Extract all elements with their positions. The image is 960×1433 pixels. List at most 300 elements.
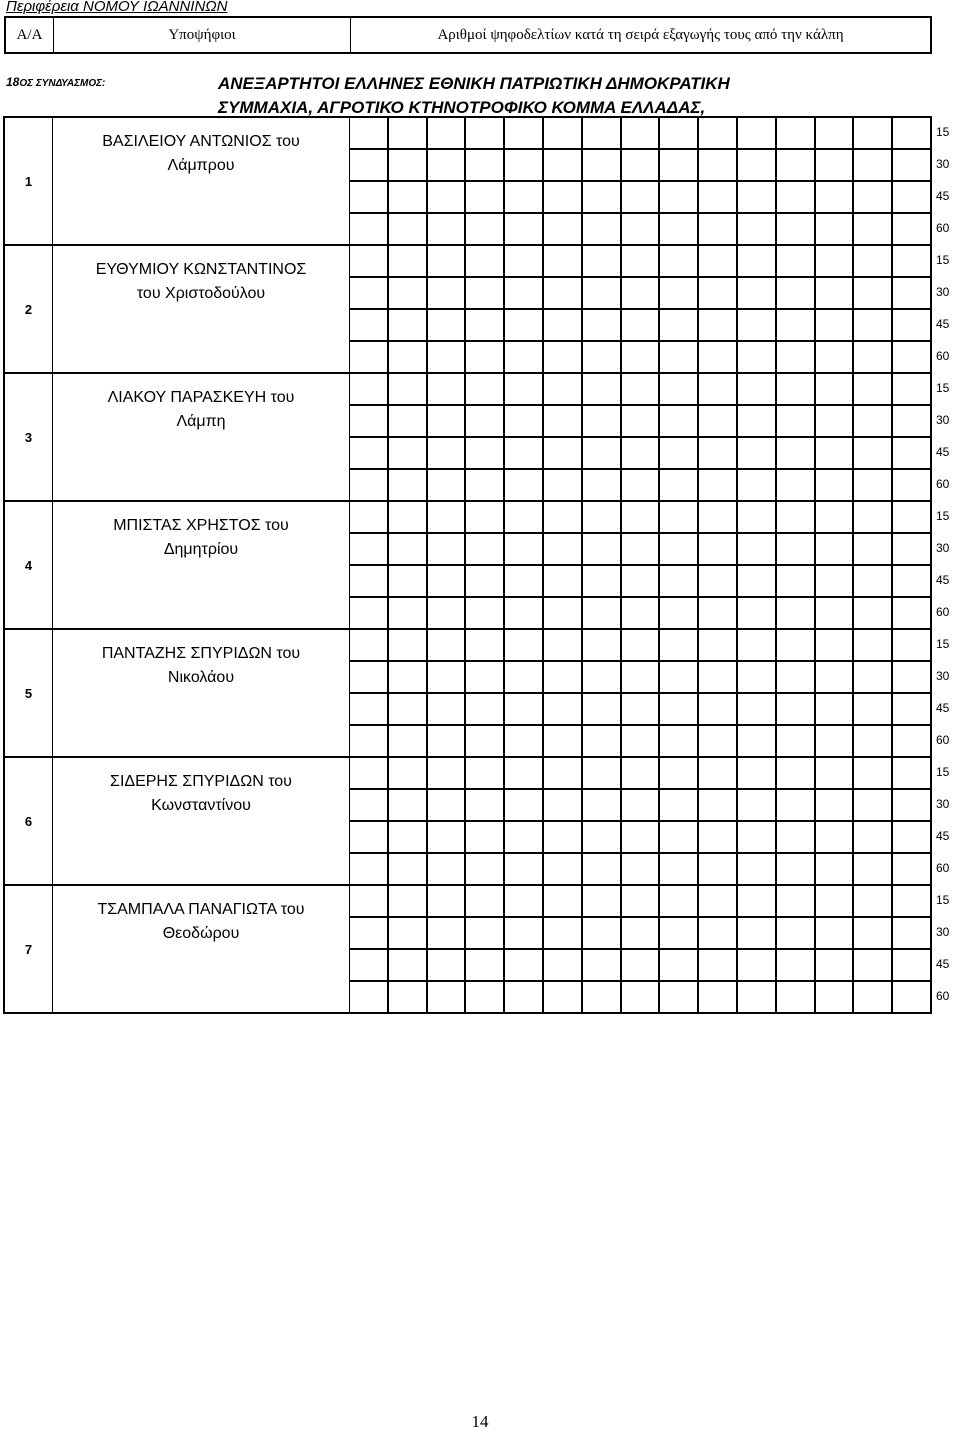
tally-cell[interactable] — [622, 310, 661, 340]
tally-cell[interactable] — [854, 118, 893, 148]
tally-cell[interactable] — [816, 854, 855, 884]
tally-cell[interactable] — [854, 374, 893, 404]
tally-cell[interactable] — [389, 246, 428, 276]
tally-cell[interactable] — [350, 374, 389, 404]
tally-cell[interactable] — [350, 822, 389, 852]
tally-cell[interactable] — [854, 310, 893, 340]
tally-cell[interactable] — [777, 374, 816, 404]
tally-cell[interactable] — [622, 886, 661, 916]
tally-cell[interactable] — [350, 534, 389, 564]
tally-cell[interactable] — [622, 566, 661, 596]
tally-cell[interactable] — [660, 662, 699, 692]
tally-cell[interactable] — [854, 854, 893, 884]
tally-cell[interactable] — [466, 566, 505, 596]
tally-cell[interactable] — [389, 438, 428, 468]
tally-cell[interactable] — [699, 150, 738, 180]
tally-cell[interactable] — [583, 502, 622, 532]
tally-cell[interactable] — [660, 310, 699, 340]
tally-cell[interactable] — [389, 374, 428, 404]
tally-cell[interactable] — [699, 726, 738, 756]
tally-cell[interactable] — [505, 438, 544, 468]
tally-cell[interactable] — [622, 950, 661, 980]
tally-cell[interactable] — [854, 502, 893, 532]
tally-cell[interactable] — [660, 854, 699, 884]
tally-cell[interactable] — [389, 822, 428, 852]
tally-cell[interactable] — [699, 854, 738, 884]
tally-cell[interactable] — [583, 246, 622, 276]
tally-cell[interactable] — [505, 598, 544, 628]
tally-cell[interactable] — [816, 246, 855, 276]
tally-cell[interactable] — [350, 982, 389, 1012]
tally-cell[interactable] — [777, 598, 816, 628]
tally-cell[interactable] — [777, 406, 816, 436]
tally-cell[interactable] — [660, 374, 699, 404]
tally-cell[interactable] — [350, 886, 389, 916]
tally-cell[interactable] — [660, 118, 699, 148]
tally-cell[interactable] — [854, 918, 893, 948]
tally-cell[interactable] — [583, 374, 622, 404]
tally-cell[interactable] — [660, 694, 699, 724]
tally-cell[interactable] — [699, 886, 738, 916]
tally-cell[interactable] — [738, 374, 777, 404]
tally-cell[interactable] — [350, 150, 389, 180]
tally-cell[interactable] — [854, 342, 893, 372]
tally-cell[interactable] — [622, 214, 661, 244]
tally-cell[interactable] — [622, 854, 661, 884]
tally-cell[interactable] — [622, 822, 661, 852]
tally-cell[interactable] — [505, 214, 544, 244]
tally-cell[interactable] — [350, 950, 389, 980]
tally-cell[interactable] — [583, 342, 622, 372]
tally-cell[interactable] — [389, 630, 428, 660]
tally-cell[interactable] — [738, 118, 777, 148]
tally-cell[interactable] — [660, 982, 699, 1012]
tally-cell[interactable] — [389, 790, 428, 820]
tally-cell[interactable] — [777, 726, 816, 756]
tally-cell[interactable] — [699, 118, 738, 148]
tally-cell[interactable] — [622, 918, 661, 948]
tally-cell[interactable] — [816, 950, 855, 980]
tally-cell[interactable] — [622, 534, 661, 564]
tally-cell[interactable] — [816, 534, 855, 564]
tally-cell[interactable] — [854, 406, 893, 436]
tally-cell[interactable] — [660, 150, 699, 180]
tally-cell[interactable] — [583, 150, 622, 180]
tally-cell[interactable] — [699, 758, 738, 788]
tally-cell[interactable] — [738, 278, 777, 308]
tally-cell[interactable] — [816, 726, 855, 756]
tally-cell[interactable] — [660, 598, 699, 628]
tally-cell[interactable] — [428, 630, 467, 660]
tally-cell[interactable] — [777, 758, 816, 788]
tally-cell[interactable] — [816, 182, 855, 212]
tally-cell[interactable] — [622, 406, 661, 436]
tally-cell[interactable] — [622, 694, 661, 724]
tally-cell[interactable] — [350, 694, 389, 724]
tally-cell[interactable] — [660, 566, 699, 596]
tally-cell[interactable] — [777, 118, 816, 148]
tally-cell[interactable] — [428, 854, 467, 884]
tally-cell[interactable] — [622, 662, 661, 692]
tally-cell[interactable] — [389, 470, 428, 500]
tally-cell[interactable] — [466, 406, 505, 436]
tally-cell[interactable] — [660, 246, 699, 276]
tally-cell[interactable] — [544, 246, 583, 276]
tally-cell[interactable] — [777, 438, 816, 468]
tally-cell[interactable] — [428, 982, 467, 1012]
tally-cell[interactable] — [816, 150, 855, 180]
tally-cell[interactable] — [816, 662, 855, 692]
tally-cell[interactable] — [738, 406, 777, 436]
tally-cell[interactable] — [583, 694, 622, 724]
tally-cell[interactable] — [389, 406, 428, 436]
tally-cell[interactable] — [816, 566, 855, 596]
tally-cell[interactable] — [893, 374, 930, 404]
tally-cell[interactable] — [389, 662, 428, 692]
tally-cell[interactable] — [583, 662, 622, 692]
tally-cell[interactable] — [583, 982, 622, 1012]
tally-cell[interactable] — [777, 150, 816, 180]
tally-cell[interactable] — [583, 310, 622, 340]
tally-cell[interactable] — [544, 342, 583, 372]
tally-cell[interactable] — [389, 982, 428, 1012]
tally-cell[interactable] — [505, 374, 544, 404]
tally-cell[interactable] — [389, 534, 428, 564]
tally-cell[interactable] — [660, 214, 699, 244]
tally-cell[interactable] — [544, 790, 583, 820]
tally-cell[interactable] — [854, 566, 893, 596]
tally-cell[interactable] — [622, 278, 661, 308]
tally-cell[interactable] — [854, 438, 893, 468]
tally-cell[interactable] — [699, 246, 738, 276]
tally-cell[interactable] — [428, 918, 467, 948]
tally-cell[interactable] — [738, 918, 777, 948]
tally-cell[interactable] — [893, 886, 930, 916]
tally-cell[interactable] — [505, 470, 544, 500]
tally-cell[interactable] — [544, 406, 583, 436]
tally-cell[interactable] — [583, 854, 622, 884]
tally-cell[interactable] — [893, 726, 930, 756]
tally-cell[interactable] — [622, 470, 661, 500]
tally-cell[interactable] — [583, 758, 622, 788]
tally-cell[interactable] — [428, 470, 467, 500]
tally-cell[interactable] — [389, 214, 428, 244]
tally-cell[interactable] — [777, 182, 816, 212]
tally-cell[interactable] — [738, 214, 777, 244]
tally-cell[interactable] — [389, 950, 428, 980]
tally-cell[interactable] — [466, 214, 505, 244]
tally-cell[interactable] — [466, 502, 505, 532]
tally-cell[interactable] — [544, 886, 583, 916]
tally-cell[interactable] — [428, 566, 467, 596]
tally-cell[interactable] — [816, 438, 855, 468]
tally-cell[interactable] — [738, 534, 777, 564]
tally-cell[interactable] — [583, 726, 622, 756]
tally-cell[interactable] — [816, 406, 855, 436]
tally-cell[interactable] — [544, 470, 583, 500]
tally-cell[interactable] — [699, 182, 738, 212]
tally-cell[interactable] — [350, 726, 389, 756]
tally-cell[interactable] — [816, 278, 855, 308]
tally-cell[interactable] — [505, 406, 544, 436]
tally-cell[interactable] — [699, 502, 738, 532]
tally-cell[interactable] — [660, 726, 699, 756]
tally-cell[interactable] — [622, 246, 661, 276]
tally-cell[interactable] — [544, 758, 583, 788]
tally-cell[interactable] — [699, 342, 738, 372]
tally-cell[interactable] — [583, 630, 622, 660]
tally-cell[interactable] — [738, 310, 777, 340]
tally-cell[interactable] — [854, 470, 893, 500]
tally-cell[interactable] — [544, 310, 583, 340]
tally-cell[interactable] — [350, 406, 389, 436]
tally-cell[interactable] — [893, 342, 930, 372]
tally-cell[interactable] — [544, 918, 583, 948]
tally-cell[interactable] — [777, 822, 816, 852]
tally-cell[interactable] — [389, 598, 428, 628]
tally-cell[interactable] — [777, 854, 816, 884]
tally-cell[interactable] — [544, 118, 583, 148]
tally-cell[interactable] — [816, 310, 855, 340]
tally-cell[interactable] — [466, 438, 505, 468]
tally-cell[interactable] — [505, 662, 544, 692]
tally-cell[interactable] — [583, 822, 622, 852]
tally-cell[interactable] — [777, 982, 816, 1012]
tally-cell[interactable] — [466, 982, 505, 1012]
tally-cell[interactable] — [816, 790, 855, 820]
tally-cell[interactable] — [428, 406, 467, 436]
tally-cell[interactable] — [466, 918, 505, 948]
tally-cell[interactable] — [544, 150, 583, 180]
tally-cell[interactable] — [854, 278, 893, 308]
tally-cell[interactable] — [622, 630, 661, 660]
tally-cell[interactable] — [699, 982, 738, 1012]
tally-cell[interactable] — [428, 310, 467, 340]
tally-cell[interactable] — [660, 342, 699, 372]
tally-cell[interactable] — [893, 118, 930, 148]
tally-cell[interactable] — [466, 662, 505, 692]
tally-cell[interactable] — [854, 758, 893, 788]
tally-cell[interactable] — [583, 790, 622, 820]
tally-cell[interactable] — [389, 694, 428, 724]
tally-cell[interactable] — [699, 278, 738, 308]
tally-cell[interactable] — [428, 534, 467, 564]
tally-cell[interactable] — [893, 310, 930, 340]
tally-cell[interactable] — [466, 950, 505, 980]
tally-cell[interactable] — [816, 694, 855, 724]
tally-cell[interactable] — [738, 854, 777, 884]
tally-cell[interactable] — [389, 118, 428, 148]
tally-cell[interactable] — [738, 246, 777, 276]
tally-cell[interactable] — [699, 438, 738, 468]
tally-cell[interactable] — [893, 278, 930, 308]
tally-cell[interactable] — [466, 342, 505, 372]
tally-cell[interactable] — [738, 438, 777, 468]
tally-cell[interactable] — [622, 758, 661, 788]
tally-cell[interactable] — [777, 886, 816, 916]
tally-cell[interactable] — [777, 662, 816, 692]
tally-cell[interactable] — [350, 918, 389, 948]
tally-cell[interactable] — [544, 214, 583, 244]
tally-cell[interactable] — [505, 278, 544, 308]
tally-cell[interactable] — [816, 598, 855, 628]
tally-cell[interactable] — [505, 150, 544, 180]
tally-cell[interactable] — [389, 886, 428, 916]
tally-cell[interactable] — [816, 342, 855, 372]
tally-cell[interactable] — [350, 854, 389, 884]
tally-cell[interactable] — [350, 470, 389, 500]
tally-cell[interactable] — [505, 854, 544, 884]
tally-cell[interactable] — [622, 726, 661, 756]
tally-cell[interactable] — [389, 566, 428, 596]
tally-cell[interactable] — [505, 790, 544, 820]
tally-cell[interactable] — [466, 630, 505, 660]
tally-cell[interactable] — [893, 438, 930, 468]
tally-cell[interactable] — [738, 950, 777, 980]
tally-cell[interactable] — [350, 214, 389, 244]
tally-cell[interactable] — [505, 630, 544, 660]
tally-cell[interactable] — [699, 534, 738, 564]
tally-cell[interactable] — [466, 150, 505, 180]
tally-cell[interactable] — [777, 566, 816, 596]
tally-cell[interactable] — [466, 470, 505, 500]
tally-cell[interactable] — [466, 598, 505, 628]
tally-cell[interactable] — [350, 662, 389, 692]
tally-cell[interactable] — [816, 886, 855, 916]
tally-cell[interactable] — [466, 790, 505, 820]
tally-cell[interactable] — [622, 118, 661, 148]
tally-cell[interactable] — [350, 246, 389, 276]
tally-cell[interactable] — [816, 758, 855, 788]
tally-cell[interactable] — [428, 150, 467, 180]
tally-cell[interactable] — [428, 246, 467, 276]
tally-cell[interactable] — [505, 950, 544, 980]
tally-cell[interactable] — [466, 694, 505, 724]
tally-cell[interactable] — [777, 470, 816, 500]
tally-cell[interactable] — [893, 470, 930, 500]
tally-cell[interactable] — [350, 790, 389, 820]
tally-cell[interactable] — [738, 566, 777, 596]
tally-cell[interactable] — [854, 598, 893, 628]
tally-cell[interactable] — [389, 758, 428, 788]
tally-cell[interactable] — [505, 726, 544, 756]
tally-cell[interactable] — [893, 598, 930, 628]
tally-cell[interactable] — [505, 886, 544, 916]
tally-cell[interactable] — [466, 726, 505, 756]
tally-cell[interactable] — [660, 886, 699, 916]
tally-cell[interactable] — [777, 342, 816, 372]
tally-cell[interactable] — [854, 534, 893, 564]
tally-cell[interactable] — [544, 982, 583, 1012]
tally-cell[interactable] — [660, 822, 699, 852]
tally-cell[interactable] — [544, 726, 583, 756]
tally-cell[interactable] — [699, 470, 738, 500]
tally-cell[interactable] — [505, 758, 544, 788]
tally-cell[interactable] — [428, 598, 467, 628]
tally-cell[interactable] — [738, 630, 777, 660]
tally-cell[interactable] — [544, 630, 583, 660]
tally-cell[interactable] — [428, 790, 467, 820]
tally-cell[interactable] — [544, 374, 583, 404]
tally-cell[interactable] — [816, 982, 855, 1012]
tally-cell[interactable] — [389, 502, 428, 532]
tally-cell[interactable] — [854, 150, 893, 180]
tally-cell[interactable] — [544, 502, 583, 532]
tally-cell[interactable] — [428, 182, 467, 212]
tally-cell[interactable] — [816, 214, 855, 244]
tally-cell[interactable] — [583, 566, 622, 596]
tally-cell[interactable] — [777, 246, 816, 276]
tally-cell[interactable] — [389, 726, 428, 756]
tally-cell[interactable] — [544, 854, 583, 884]
tally-cell[interactable] — [777, 310, 816, 340]
tally-cell[interactable] — [816, 374, 855, 404]
tally-cell[interactable] — [583, 886, 622, 916]
tally-cell[interactable] — [777, 630, 816, 660]
tally-cell[interactable] — [816, 118, 855, 148]
tally-cell[interactable] — [622, 182, 661, 212]
tally-cell[interactable] — [699, 598, 738, 628]
tally-cell[interactable] — [350, 758, 389, 788]
tally-cell[interactable] — [428, 502, 467, 532]
tally-cell[interactable] — [583, 438, 622, 468]
tally-cell[interactable] — [350, 630, 389, 660]
tally-cell[interactable] — [777, 918, 816, 948]
tally-cell[interactable] — [699, 566, 738, 596]
tally-cell[interactable] — [777, 950, 816, 980]
tally-cell[interactable] — [893, 502, 930, 532]
tally-cell[interactable] — [505, 118, 544, 148]
tally-cell[interactable] — [466, 886, 505, 916]
tally-cell[interactable] — [893, 758, 930, 788]
tally-cell[interactable] — [777, 502, 816, 532]
tally-cell[interactable] — [583, 118, 622, 148]
tally-cell[interactable] — [738, 598, 777, 628]
tally-cell[interactable] — [583, 214, 622, 244]
tally-cell[interactable] — [622, 374, 661, 404]
tally-cell[interactable] — [738, 502, 777, 532]
tally-cell[interactable] — [505, 822, 544, 852]
tally-cell[interactable] — [428, 214, 467, 244]
tally-cell[interactable] — [544, 822, 583, 852]
tally-cell[interactable] — [893, 822, 930, 852]
tally-cell[interactable] — [854, 950, 893, 980]
tally-cell[interactable] — [350, 502, 389, 532]
tally-cell[interactable] — [544, 438, 583, 468]
tally-cell[interactable] — [854, 694, 893, 724]
tally-cell[interactable] — [389, 854, 428, 884]
tally-cell[interactable] — [893, 406, 930, 436]
tally-cell[interactable] — [738, 790, 777, 820]
tally-cell[interactable] — [544, 950, 583, 980]
tally-cell[interactable] — [622, 342, 661, 372]
tally-cell[interactable] — [622, 790, 661, 820]
tally-cell[interactable] — [389, 342, 428, 372]
tally-cell[interactable] — [428, 662, 467, 692]
tally-cell[interactable] — [583, 278, 622, 308]
tally-cell[interactable] — [738, 822, 777, 852]
tally-cell[interactable] — [505, 310, 544, 340]
tally-cell[interactable] — [660, 758, 699, 788]
tally-cell[interactable] — [738, 982, 777, 1012]
tally-cell[interactable] — [350, 182, 389, 212]
tally-cell[interactable] — [738, 662, 777, 692]
tally-cell[interactable] — [893, 534, 930, 564]
tally-cell[interactable] — [466, 854, 505, 884]
tally-cell[interactable] — [816, 630, 855, 660]
tally-cell[interactable] — [893, 182, 930, 212]
tally-cell[interactable] — [893, 918, 930, 948]
